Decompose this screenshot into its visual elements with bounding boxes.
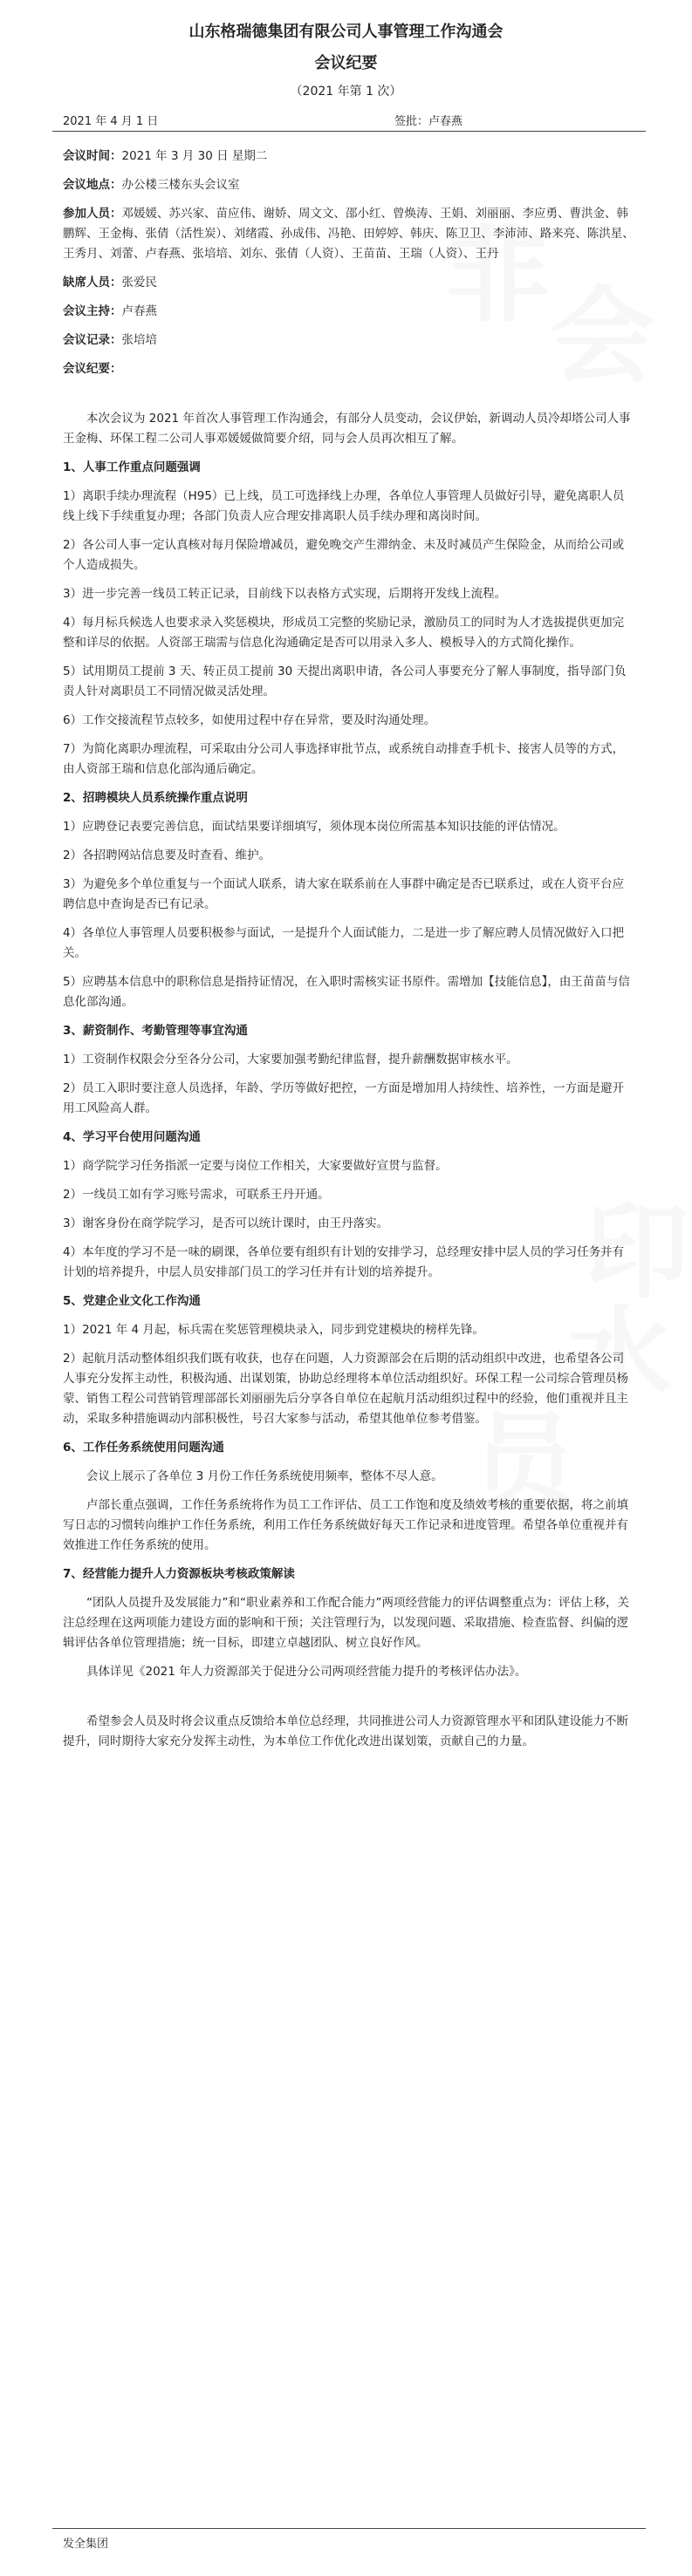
meeting-absent bbox=[63, 273, 635, 293]
section-paragraph: 4）每月标兵候选人也要求录入奖惩模块，形成员工完整的奖励记录，激励员工的同时为人才选拔提供更加完整和详尽的依据。人资部王瑞需与信息化沟通确定是否可以用录入多人、模板导入的方式简化操作。 bbox=[63, 616, 625, 650]
section-title: 4、学习平台使用问题沟通 bbox=[63, 1130, 201, 1144]
section-paragraph: 1）2021 年 4 月起，标兵需在奖惩管理模块录入，同步到党建模块的榜样先锋。 bbox=[63, 1323, 484, 1337]
meeting-attendees bbox=[63, 204, 635, 264]
meeting-recorder-value: 张培培 bbox=[121, 333, 157, 347]
section-paragraph: 2）起航月活动整体组织我们既有收获，也存在问题，人力资源部会在后期的活动组织中改进，也希望各公司人事充分发挥主动性，积极沟通、出谋划策，协助总经理将本单位活动组织好。环保工程一公司综合管理员杨蒙、销售工程公司营销管理部部长刘丽丽先后分享各自单位在起航月活动组织过程中的经验，他们重视并且主动，采取多种措施调动内部积极性，号召大家参与活动，希望其他单位参考借鉴。 bbox=[63, 1352, 628, 1426]
section-3 bbox=[63, 1021, 635, 1119]
section-title: 2、招聘模块人员系统操作重点说明 bbox=[63, 791, 248, 805]
section-title: 7、经营能力提升人力资源板块考核政策解读 bbox=[63, 1567, 295, 1581]
section-paragraph: 7）为简化离职办理流程，可采取由分公司人事选择审批节点，或系统自动排查手机卡、接害人员等的方式，由人资部王瑞和信息化部沟通后确定。 bbox=[63, 742, 625, 776]
section-paragraph: 2）一线员工如有学习账号需求，可联系王丹开通。 bbox=[63, 1188, 330, 1202]
meeting-place-value: 办公楼三楼东头会议室 bbox=[121, 178, 240, 192]
header-divider bbox=[52, 131, 646, 132]
meeting-time bbox=[63, 147, 635, 167]
meeting-summary-label: 会议纪要： bbox=[63, 362, 122, 376]
meeting-host bbox=[63, 302, 635, 322]
distribution-footer: 发全集团 bbox=[63, 2538, 109, 2551]
section-paragraph: 3）谢客身份在商学院学习，是否可以统计课时，由王丹落实。 bbox=[63, 1216, 389, 1230]
section-paragraph: 5）试用期员工提前 3 天、转正员工提前 30 天提出离职申请，各公司人事要充分了解人事制度，指导部门负责人针对离职员工不同情况做灵活处理。 bbox=[63, 664, 627, 699]
intro-paragraph: 本次会议为 2021 年首次人事管理工作沟通会，有部分人员变动，会议伊始，新调动人员冷却塔公司人事王金梅、环保工程二公司人事邓媛媛做简要介绍，同与会人员再次相互了解。 bbox=[63, 412, 631, 446]
meeting-time-value: 2021 年 3 月 30 日 星期二 bbox=[121, 149, 268, 163]
section-paragraph: 3）为避免多个单位重复与一个面试人联系，请大家在联系前在人事群中确定是否已联系过，或在人资平台应聘信息中查询是否已有记录。 bbox=[63, 877, 625, 911]
section-paragraph: 4）本年度的学习不是一味的刷课，各单位要有组织有计划的安排学习，总经理安排中层人员的学习任务并有计划的培养提升，中层人员安排部门员工的学习任并有计划的培养提升。 bbox=[63, 1245, 625, 1279]
section-title: 1、人事工作重点问题强调 bbox=[63, 460, 201, 474]
meeting-attendees-value: 邓媛媛、苏兴家、苗应伟、谢娇、周文文、邵小红、曾焕涛、王娟、刘丽丽、李应勇、曹洪金、韩鹏辉、王金梅、张倩（活性炭）、刘绪霞、孙成伟、冯艳、田婷婷、韩庆、陈卫卫、李沛沛、路来亮、陈洪星、王秀月、刘蕾、卢春燕、张培培、刘东、张倩（人资）、王苗苗、王瑞（人资）、王丹 bbox=[63, 207, 634, 261]
section-6 bbox=[63, 1438, 635, 1556]
section-paragraph: 1）工资制作权限会分至各分公司，大家要加强考勤纪律监督，提升薪酬数据审核水平。 bbox=[63, 1053, 518, 1067]
document-signer: 签批：卢春燕 bbox=[394, 115, 463, 128]
section-paragraph: 1）离职手续办理流程（H95）已上线，员工可选择线上办理，各单位人事管理人员做好引导，避免离职人员线上线下手续重复办理；各部门负责人应合理安排离职人员手续办理和离岗时间。 bbox=[63, 489, 625, 523]
section-paragraph: 具体详见《2021 年人力资源部关于促进分公司两项经营能力提升的考核评估办法》。 bbox=[86, 1665, 527, 1679]
document-body bbox=[63, 138, 635, 1752]
meeting-place-label: 会议地点： bbox=[63, 178, 122, 192]
footer-divider bbox=[52, 2528, 646, 2529]
watermark-char: 员 bbox=[471, 1401, 576, 1523]
section-paragraph: 6）工作交接流程节点较多，如使用过程中存在异常，要及时沟通处理。 bbox=[63, 713, 436, 727]
section-4 bbox=[63, 1128, 635, 1283]
section-paragraph: “团队人员提升及发展能力”和“职业素养和工作配合能力”两项经营能力的评估调整重点为：评估上移，关注总经理在这两项能力建设方面的影响和干预；关注管理行为，以发现问题、采取措施、检查监督、纠偏的逻辑评估各单位管理措施；统一目标，即建立卓越团队、树立良好作风。 bbox=[63, 1596, 629, 1650]
watermark-char: 水 bbox=[567, 1297, 672, 1418]
closing-paragraph: 希望参会人员及时将会议重点反馈给本单位总经理，共同推进公司人力资源管理水平和团队建设能力不断提升，同时期待大家充分发挥主动性，为本单位工作优化改进出谋划策，贡献自己的力量。 bbox=[63, 1714, 628, 1748]
section-5 bbox=[63, 1291, 635, 1429]
section-paragraph: 卢部长重点强调，工作任务系统将作为员工工作评估、员工工作饱和度及绩效考核的重要依据，将之前填写日志的习惯转向维护工作任务系统，利用工作任务系统做好每天工作记录和进度管理。希望各单位重视并有效推进工作任务系统的使用。 bbox=[63, 1498, 628, 1552]
meeting-recorder-label: 会议记录： bbox=[63, 333, 122, 347]
meeting-absent-value: 张爱民 bbox=[121, 276, 157, 290]
section-paragraph: 2）各招聘网站信息要及时查看、维护。 bbox=[63, 848, 271, 862]
section-title: 5、党建企业文化工作沟通 bbox=[63, 1294, 201, 1308]
section-paragraph: 1）应聘登记表要完善信息，面试结果要详细填写，须体现本岗位所需基本知识技能的评估情况。 bbox=[63, 820, 565, 834]
meeting-attendees-label: 参加人员： bbox=[63, 207, 122, 221]
meeting-recorder bbox=[63, 331, 635, 351]
issue-number: （2021 年第 1 次） bbox=[290, 85, 402, 99]
watermark-char: 会 bbox=[550, 276, 654, 398]
meeting-place bbox=[63, 175, 635, 195]
document-date: 2021 年 4 月 1 日 bbox=[63, 115, 159, 128]
section-paragraph: 2）各公司人事一定认真核对每月保险增减员，避免晚交产生滞纳金、未及时减员产生保险金，从而给公司或个人造成损失。 bbox=[63, 538, 625, 572]
meeting-host-value: 卢春燕 bbox=[121, 304, 157, 318]
section-title: 3、薪资制作、考勤管理等事宜沟通 bbox=[63, 1024, 248, 1038]
section-paragraph: 1）商学院学习任务指派一定要与岗位工作相关，大家要做好宣贯与监督。 bbox=[63, 1159, 448, 1173]
meeting-summary-heading bbox=[63, 359, 635, 379]
section-paragraph: 2）员工入职时要注意人员选择，年龄、学历等做好把控，一方面是增加用人持续性、培养性，一方面是避开用工风险高人群。 bbox=[63, 1081, 625, 1115]
section-1 bbox=[63, 458, 635, 780]
meeting-host-label: 会议主持： bbox=[63, 304, 122, 318]
section-paragraph: 会议上展示了各单位 3 月份工作任务系统使用频率，整体不尽人意。 bbox=[86, 1469, 443, 1483]
document-title: 山东格瑞德集团有限公司人事管理工作沟通会 bbox=[188, 23, 504, 41]
section-paragraph: 4）各单位人事管理人员要积极参与面试，一是提升个人面试能力，二是进一步了解应聘人员情况做好入口把关。 bbox=[63, 926, 625, 960]
watermark-char: 非 bbox=[445, 215, 550, 337]
meeting-absent-label: 缺席人员： bbox=[63, 276, 122, 290]
section-paragraph: 5）应聘基本信息中的职称信息是指持证情况，在入职时需核实证书原件。需增加【技能信息】，由王苗苗与信息化部沟通。 bbox=[63, 975, 630, 1009]
watermark-char: 印 bbox=[585, 1192, 689, 1313]
section-2 bbox=[63, 788, 635, 1012]
section-paragraph: 3）进一步完善一线员工转正记录，目前线下以表格方式实现，后期将开发线上流程。 bbox=[63, 587, 507, 601]
section-title: 6、工作任务系统使用问题沟通 bbox=[63, 1441, 224, 1455]
document-subtitle-heading: 会议纪要 bbox=[314, 54, 378, 72]
meeting-time-label: 会议时间： bbox=[63, 149, 122, 163]
section-7 bbox=[63, 1564, 635, 1682]
